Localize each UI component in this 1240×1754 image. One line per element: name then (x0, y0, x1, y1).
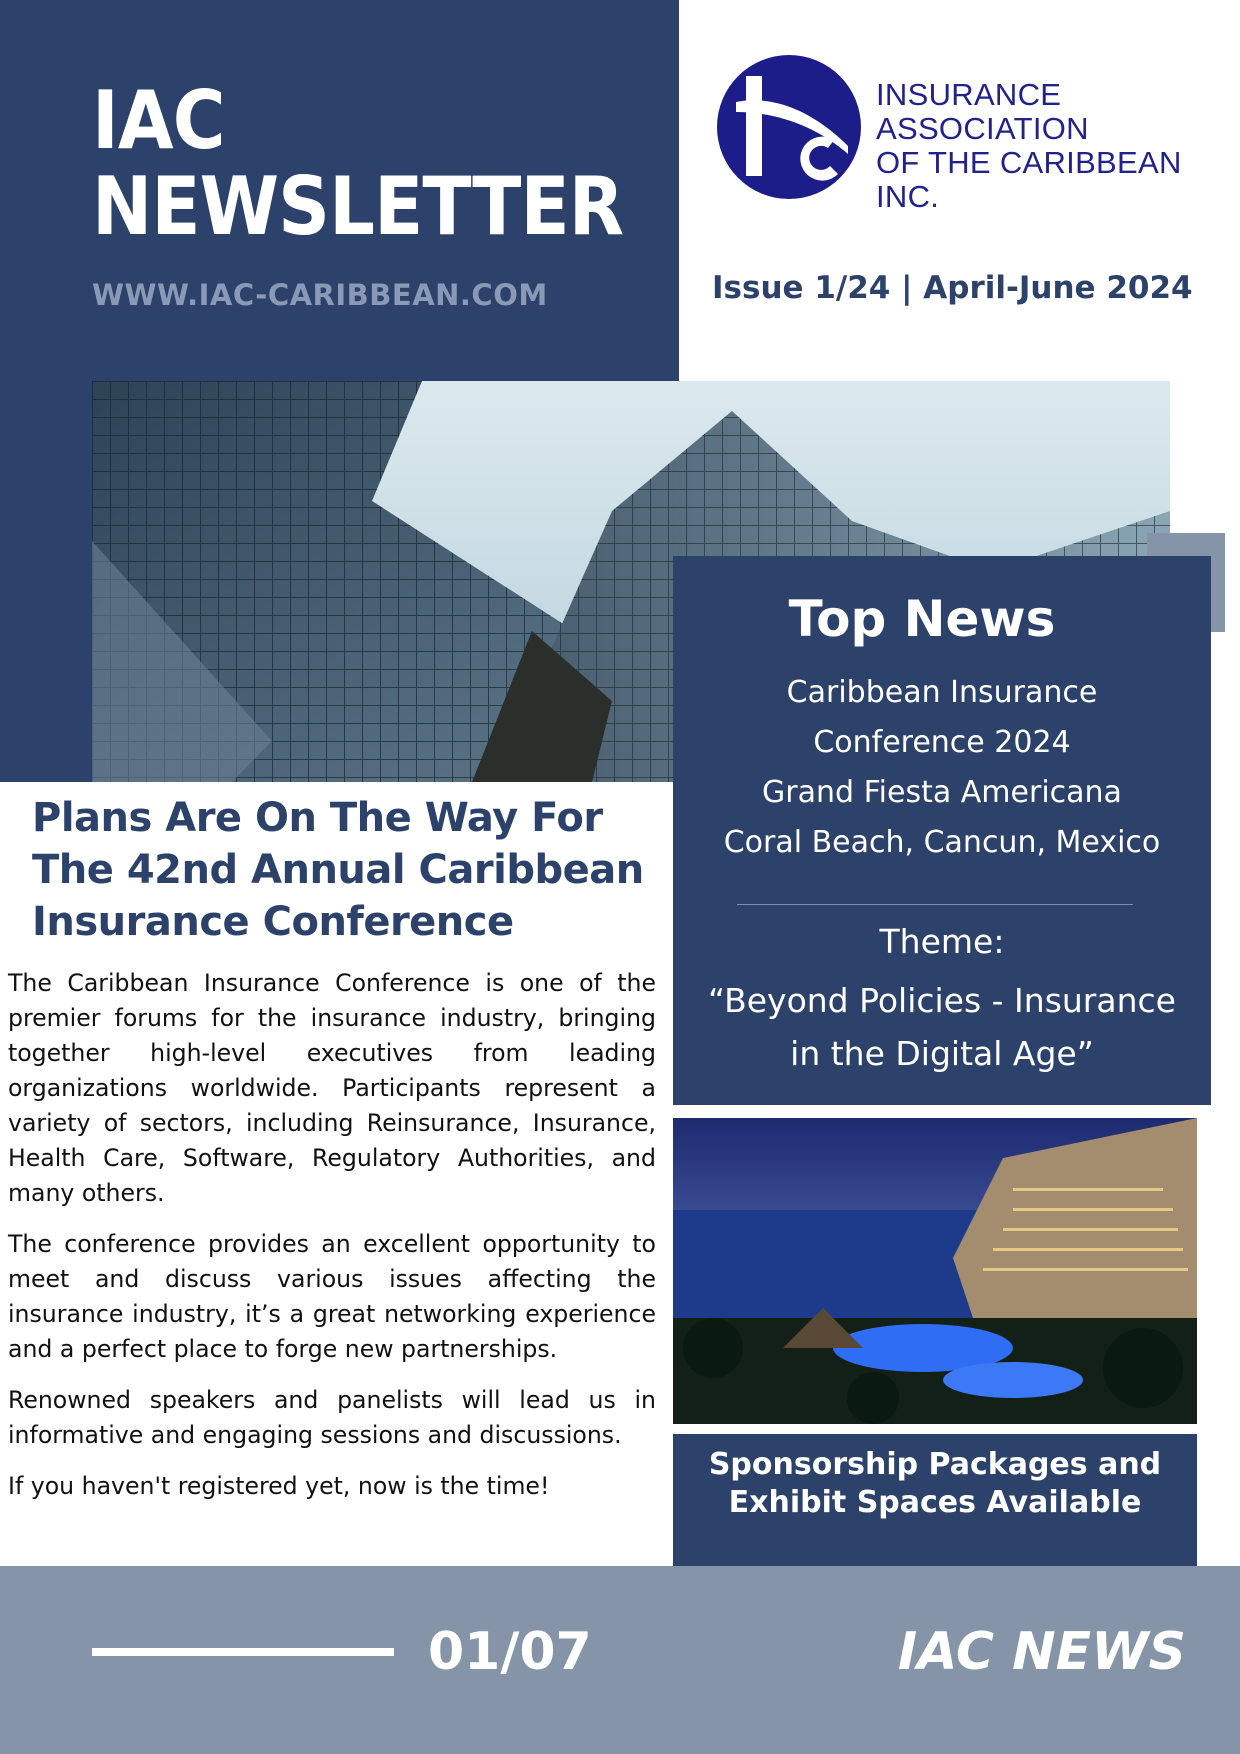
logo-line-3: OF THE CARIBBEAN INC. (876, 145, 1182, 214)
event-line-2: Conference 2024 (813, 725, 1071, 760)
sponsorship-banner[interactable] (673, 1434, 1197, 1566)
title-line-2: NEWSLETTER (92, 160, 624, 253)
article-body (8, 966, 656, 1520)
top-news-heading: Top News (788, 590, 1056, 648)
theme-line-1: “Beyond Policies - Insurance (708, 981, 1176, 1020)
newsletter-title (92, 74, 624, 253)
theme-label: Theme: (879, 922, 1005, 961)
article-paragraph: If you haven't registered yet, now is the time! (8, 1472, 550, 1500)
title-line-1: IAC (92, 74, 225, 167)
top-news-event (673, 668, 1211, 868)
logo-line-1: INSURANCE (876, 77, 1062, 112)
article-paragraph: The Caribbean Insurance Conference is one of the premier forums for the insurance industry, bringing together high-level executives from leading organizations worldwide. Participants represent a variety of sectors, including Reinsurance, Insurance, Health Care, Software, Regulatory Authorities, and many others. (8, 969, 656, 1207)
event-line-4: Coral Beach, Cancun, Mexico (723, 825, 1161, 860)
divider (737, 904, 1133, 905)
sponsor-line-1: Sponsorship Packages and (708, 1447, 1162, 1482)
sponsor-line-2: Exhibit Spaces Available (728, 1485, 1142, 1520)
page-number: 01/07 (428, 1622, 592, 1682)
theme-text (693, 974, 1191, 1080)
footer-brand: IAC NEWS (897, 1622, 1186, 1682)
theme-line-2: in the Digital Age” (790, 1034, 1094, 1073)
iac-logo (712, 52, 1232, 214)
article-paragraph: The conference provides an excellent opportunity to meet and discuss various issues affecting the insurance industry, it’s a great networking experience and a perfect place to forge new partnerships. (8, 1230, 656, 1363)
top-news-panel (673, 556, 1211, 1105)
article-paragraph: Renowned speakers and panelists will lead us in informative and engaging sessions and discussions. (8, 1386, 656, 1449)
footer-rule (92, 1648, 394, 1656)
issue-label: Issue 1/24 | April-June 2024 (712, 270, 1193, 306)
headline-line-3: Insurance Conference (32, 899, 514, 945)
headline-line-2: The 42nd Annual Caribbean (32, 847, 644, 893)
article-headline (32, 792, 648, 948)
footer-bar (0, 1566, 1240, 1754)
iac-logo-icon (716, 54, 862, 200)
event-line-3: Grand Fiesta Americana (762, 775, 1122, 810)
resort-photo (673, 1118, 1197, 1424)
website-url[interactable]: WWW.IAC-CARIBBEAN.COM (92, 278, 548, 312)
logo-line-2: ASSOCIATION (876, 111, 1089, 146)
logo-text (876, 78, 1232, 214)
event-line-1: Caribbean Insurance (786, 675, 1098, 710)
headline-line-1: Plans Are On The Way For (32, 795, 603, 841)
